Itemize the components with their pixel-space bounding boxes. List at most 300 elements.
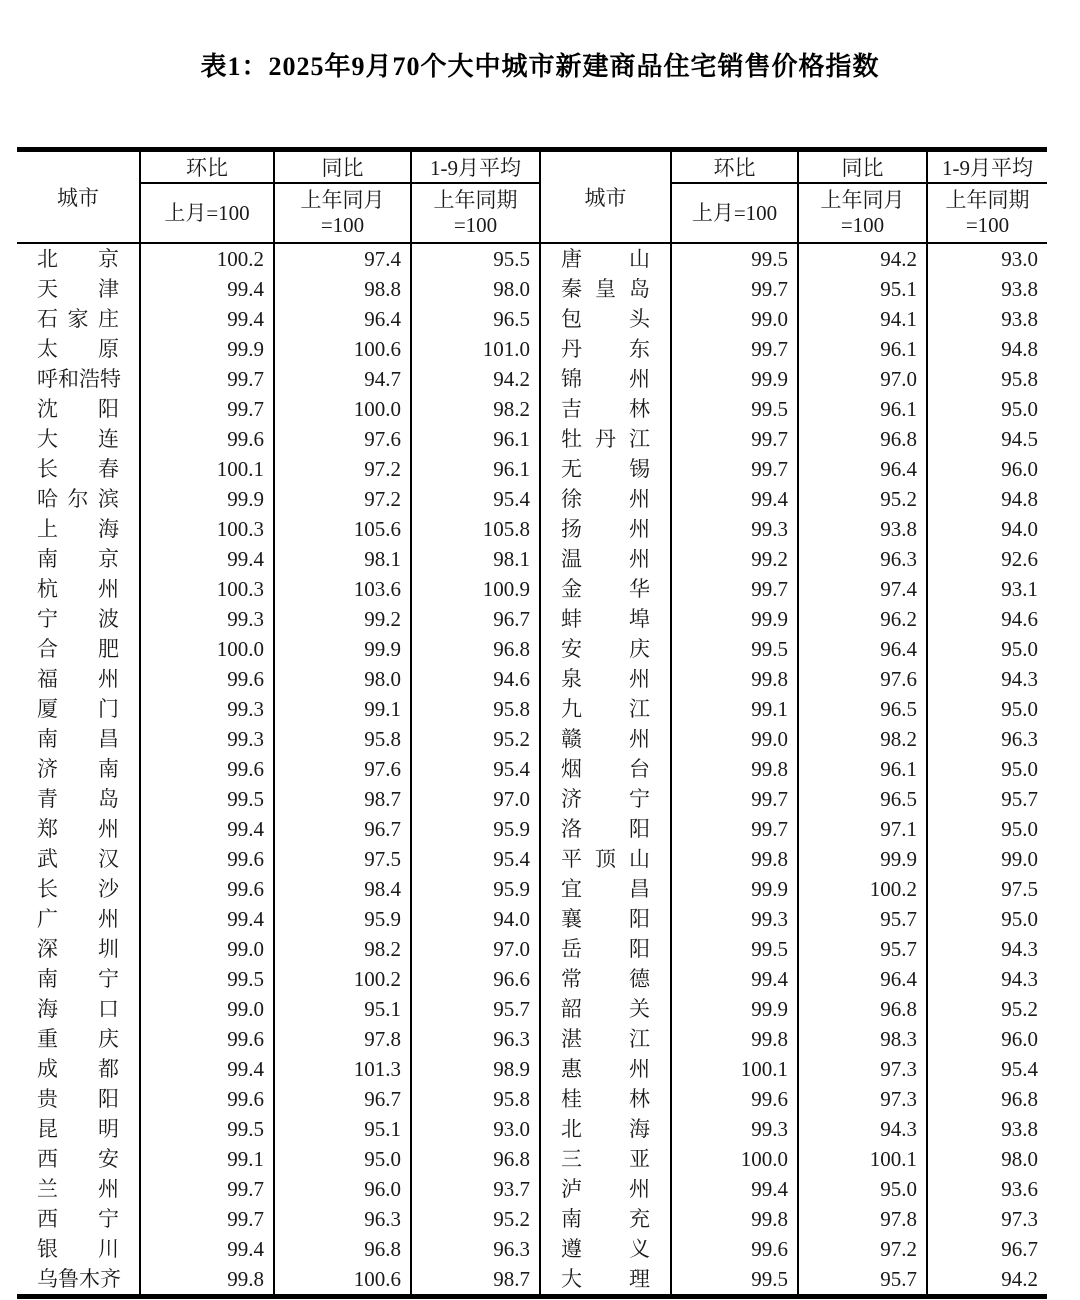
yoy-value-left: 99.2 xyxy=(274,604,411,634)
city-name xyxy=(541,604,670,634)
city-char: 关 xyxy=(629,997,650,1021)
yoy-value-right: 96.4 xyxy=(798,634,927,664)
table-row xyxy=(17,844,1047,874)
header-avg-base-right xyxy=(927,183,1047,243)
city-name xyxy=(17,814,139,844)
city-char: 南 xyxy=(37,727,58,751)
city-char: 九 xyxy=(561,697,582,721)
mom-value-right: 99.8 xyxy=(671,664,798,694)
city-cell-right xyxy=(540,1234,671,1264)
city-name xyxy=(17,274,139,304)
city-char: 州 xyxy=(98,907,119,931)
avg-value-left: 100.9 xyxy=(411,574,540,604)
city-char: 银 xyxy=(37,1237,58,1261)
table-row xyxy=(17,964,1047,994)
mom-value-left: 99.4 xyxy=(140,1234,274,1264)
city-char: 顶 xyxy=(595,847,616,871)
mom-value-left: 99.7 xyxy=(140,394,274,424)
header-yoy-left: 同比 xyxy=(274,150,411,184)
avg-value-right: 96.0 xyxy=(927,454,1047,484)
city-char: 哈 xyxy=(37,487,58,511)
city-char: 头 xyxy=(629,307,650,331)
mom-value-left: 99.6 xyxy=(140,664,274,694)
city-cell-right xyxy=(540,784,671,814)
header-avg-left: 1-9月平均 xyxy=(411,150,540,184)
city-name xyxy=(17,1264,139,1294)
city-char: 春 xyxy=(98,457,119,481)
city-char: 家 xyxy=(67,307,89,331)
table-row xyxy=(17,574,1047,604)
yoy-value-right: 98.2 xyxy=(798,724,927,754)
city-char: 门 xyxy=(98,697,119,721)
avg-value-right: 93.8 xyxy=(927,1114,1047,1144)
yoy-value-right: 97.2 xyxy=(798,1234,927,1264)
mom-value-left: 99.4 xyxy=(140,274,274,304)
mom-value-left: 99.3 xyxy=(140,604,274,634)
mom-value-right: 99.9 xyxy=(671,994,798,1024)
city-char: 理 xyxy=(629,1267,650,1291)
avg-value-left: 96.8 xyxy=(411,634,540,664)
city-char: 山 xyxy=(629,247,650,271)
mom-value-left: 99.5 xyxy=(140,964,274,994)
avg-value-right: 93.1 xyxy=(927,574,1047,604)
table-row xyxy=(17,1114,1047,1144)
table-row xyxy=(17,904,1047,934)
header-avg-base-left xyxy=(411,183,540,243)
city-char: 汉 xyxy=(98,847,119,871)
yoy-value-right: 100.1 xyxy=(798,1144,927,1174)
yoy-value-left: 103.6 xyxy=(274,574,411,604)
city-char: 成 xyxy=(37,1057,58,1081)
yoy-value-left: 97.8 xyxy=(274,1024,411,1054)
yoy-value-left: 97.2 xyxy=(274,454,411,484)
avg-value-right: 96.3 xyxy=(927,724,1047,754)
mom-value-right: 99.7 xyxy=(671,334,798,364)
city-name xyxy=(17,964,139,994)
city-char: 安 xyxy=(98,1147,119,1171)
avg-value-left: 95.9 xyxy=(411,874,540,904)
yoy-value-right: 97.0 xyxy=(798,364,927,394)
table-row xyxy=(17,1264,1047,1297)
city-cell-right xyxy=(540,424,671,454)
city-cell-right xyxy=(540,1264,671,1297)
city-cell-left xyxy=(17,1174,140,1204)
city-cell-left xyxy=(17,1204,140,1234)
header-yoy-base-line1: 上年同月 xyxy=(300,188,385,212)
city-char: 兰 xyxy=(37,1177,58,1201)
table-row xyxy=(17,304,1047,334)
city-char: 岳 xyxy=(561,937,582,961)
yoy-value-right: 97.1 xyxy=(798,814,927,844)
yoy-value-right: 96.1 xyxy=(798,754,927,784)
yoy-value-left: 98.1 xyxy=(274,544,411,574)
header-avg-base-line2: =100 xyxy=(965,213,1010,237)
city-char: 州 xyxy=(629,1057,650,1081)
city-char: 庄 xyxy=(98,307,119,331)
city-char: 洛 xyxy=(561,817,582,841)
city-char: 福 xyxy=(37,667,58,691)
city-cell-right xyxy=(540,364,671,394)
avg-value-left: 93.7 xyxy=(411,1174,540,1204)
city-char: 阳 xyxy=(98,397,119,421)
city-name xyxy=(17,1084,139,1114)
mom-value-right: 99.1 xyxy=(671,694,798,724)
city-char: 林 xyxy=(629,397,650,421)
city-char: 州 xyxy=(629,727,650,751)
city-char: 江 xyxy=(629,697,650,721)
avg-value-left: 98.1 xyxy=(411,544,540,574)
table-row xyxy=(17,784,1047,814)
avg-value-right: 94.3 xyxy=(927,964,1047,994)
table-body xyxy=(17,243,1047,1297)
city-char: 丹 xyxy=(561,337,582,361)
table-row xyxy=(17,274,1047,304)
avg-value-right: 99.0 xyxy=(927,844,1047,874)
yoy-value-left: 95.1 xyxy=(274,1114,411,1144)
avg-value-right: 94.8 xyxy=(927,334,1047,364)
table-row xyxy=(17,1144,1047,1174)
avg-value-left: 95.8 xyxy=(411,694,540,724)
city-char: 深 xyxy=(37,937,58,961)
city-char: 沙 xyxy=(98,877,119,901)
yoy-value-left: 105.6 xyxy=(274,514,411,544)
city-char: 埠 xyxy=(629,607,650,631)
city-cell-left xyxy=(17,1114,140,1144)
mom-value-left: 99.7 xyxy=(140,1174,274,1204)
mom-value-right: 99.4 xyxy=(671,484,798,514)
table-row xyxy=(17,243,1047,274)
city-name xyxy=(17,934,139,964)
city-cell-right xyxy=(540,1144,671,1174)
avg-value-right: 94.8 xyxy=(927,484,1047,514)
avg-value-right: 98.0 xyxy=(927,1144,1047,1174)
city-name xyxy=(541,274,670,304)
yoy-value-left: 95.8 xyxy=(274,724,411,754)
city-char: 川 xyxy=(98,1237,119,1261)
city-cell-left xyxy=(17,814,140,844)
yoy-value-left: 97.4 xyxy=(274,243,411,274)
city-char: 波 xyxy=(98,607,119,631)
city-char: 蚌 xyxy=(561,607,582,631)
city-cell-left xyxy=(17,484,140,514)
city-name xyxy=(541,334,670,364)
city-cell-right xyxy=(540,574,671,604)
yoy-value-left: 98.4 xyxy=(274,874,411,904)
avg-value-left: 95.4 xyxy=(411,754,540,784)
table-title: 表1：2025年9月70个大中城市新建商品住宅销售价格指数 xyxy=(200,52,880,81)
city-char: 亚 xyxy=(629,1147,650,1171)
city-char: 宁 xyxy=(98,967,119,991)
city-name xyxy=(17,454,139,484)
city-name xyxy=(541,1144,670,1174)
header-mom-base-right: 上月=100 xyxy=(671,183,798,243)
table-row xyxy=(17,754,1047,784)
table-row xyxy=(17,334,1047,364)
mom-value-right: 99.5 xyxy=(671,394,798,424)
avg-value-right: 94.3 xyxy=(927,664,1047,694)
mom-value-right: 99.0 xyxy=(671,724,798,754)
avg-value-right: 95.4 xyxy=(927,1054,1047,1084)
city-cell-right xyxy=(540,1024,671,1054)
mom-value-right: 99.5 xyxy=(671,243,798,274)
city-char: 木 xyxy=(79,1267,100,1291)
city-char: 阳 xyxy=(629,937,650,961)
yoy-value-right: 96.1 xyxy=(798,334,927,364)
yoy-value-right: 96.8 xyxy=(798,424,927,454)
price-index-table xyxy=(17,147,1047,1299)
city-char: 贵 xyxy=(37,1087,58,1111)
mom-value-left: 99.8 xyxy=(140,1264,274,1297)
city-cell-left xyxy=(17,364,140,394)
yoy-value-right: 95.7 xyxy=(798,934,927,964)
city-cell-right xyxy=(540,544,671,574)
city-char: 台 xyxy=(629,757,650,781)
city-name xyxy=(541,634,670,664)
city-char: 桂 xyxy=(561,1087,582,1111)
yoy-value-left: 95.0 xyxy=(274,1144,411,1174)
table-row xyxy=(17,1234,1047,1264)
yoy-value-left: 94.7 xyxy=(274,364,411,394)
city-char: 金 xyxy=(561,577,582,601)
city-char: 州 xyxy=(629,367,650,391)
yoy-value-left: 97.6 xyxy=(274,424,411,454)
city-cell-right xyxy=(540,1204,671,1234)
mom-value-left: 99.9 xyxy=(140,484,274,514)
mom-value-right: 99.6 xyxy=(671,1234,798,1264)
mom-value-left: 99.4 xyxy=(140,304,274,334)
yoy-value-right: 97.3 xyxy=(798,1054,927,1084)
avg-value-left: 95.5 xyxy=(411,243,540,274)
yoy-value-right: 94.3 xyxy=(798,1114,927,1144)
city-cell-right xyxy=(540,664,671,694)
mom-value-left: 99.6 xyxy=(140,874,274,904)
avg-value-left: 98.0 xyxy=(411,274,540,304)
city-char: 州 xyxy=(98,577,119,601)
city-name xyxy=(17,1234,139,1264)
yoy-value-right: 96.5 xyxy=(798,694,927,724)
city-char: 连 xyxy=(98,427,119,451)
table-row xyxy=(17,604,1047,634)
city-cell-left xyxy=(17,1234,140,1264)
city-char: 石 xyxy=(37,307,58,331)
mom-value-left: 99.3 xyxy=(140,724,274,754)
avg-value-left: 95.7 xyxy=(411,994,540,1024)
city-char: 惠 xyxy=(561,1057,582,1081)
avg-value-left: 94.0 xyxy=(411,904,540,934)
avg-value-right: 94.6 xyxy=(927,604,1047,634)
mom-value-right: 99.8 xyxy=(671,754,798,784)
city-cell-left xyxy=(17,424,140,454)
mom-value-left: 99.4 xyxy=(140,1054,274,1084)
city-name xyxy=(17,1114,139,1144)
avg-value-left: 94.6 xyxy=(411,664,540,694)
mom-value-right: 99.0 xyxy=(671,304,798,334)
city-name xyxy=(17,544,139,574)
yoy-value-right: 93.8 xyxy=(798,514,927,544)
city-cell-left xyxy=(17,664,140,694)
avg-value-left: 95.9 xyxy=(411,814,540,844)
city-char: 圳 xyxy=(98,937,119,961)
avg-value-left: 95.4 xyxy=(411,484,540,514)
city-name xyxy=(17,844,139,874)
mom-value-right: 99.7 xyxy=(671,424,798,454)
city-cell-right xyxy=(540,484,671,514)
city-name xyxy=(541,664,670,694)
mom-value-left: 99.4 xyxy=(140,814,274,844)
mom-value-right: 99.4 xyxy=(671,964,798,994)
city-char: 昌 xyxy=(98,727,119,751)
city-char: 德 xyxy=(629,967,650,991)
city-name xyxy=(541,514,670,544)
avg-value-right: 97.5 xyxy=(927,874,1047,904)
header-yoy-base-line2: =100 xyxy=(320,213,365,237)
city-name xyxy=(541,724,670,754)
city-char: 吉 xyxy=(561,397,582,421)
table-header xyxy=(17,150,1047,244)
yoy-value-left: 100.6 xyxy=(274,1264,411,1297)
city-char: 济 xyxy=(561,787,582,811)
header-city-left: 城市 xyxy=(17,150,140,244)
mom-value-right: 99.9 xyxy=(671,604,798,634)
yoy-value-right: 97.4 xyxy=(798,574,927,604)
city-cell-left xyxy=(17,1084,140,1114)
mom-value-left: 100.3 xyxy=(140,514,274,544)
yoy-value-right: 96.2 xyxy=(798,604,927,634)
city-char: 阳 xyxy=(629,817,650,841)
city-char: 唐 xyxy=(561,247,582,271)
avg-value-right: 96.7 xyxy=(927,1234,1047,1264)
mom-value-right: 99.8 xyxy=(671,1204,798,1234)
city-char: 昆 xyxy=(37,1117,58,1141)
city-char: 北 xyxy=(37,247,58,271)
city-char: 太 xyxy=(37,337,58,361)
city-char: 徐 xyxy=(561,487,582,511)
city-char: 京 xyxy=(98,547,119,571)
avg-value-left: 96.6 xyxy=(411,964,540,994)
city-name xyxy=(541,424,670,454)
avg-value-left: 98.2 xyxy=(411,394,540,424)
city-name xyxy=(541,1084,670,1114)
city-cell-right xyxy=(540,243,671,274)
city-char: 原 xyxy=(98,337,119,361)
city-char: 江 xyxy=(629,1027,650,1051)
yoy-value-right: 96.4 xyxy=(798,454,927,484)
city-char: 岛 xyxy=(629,277,650,301)
city-name xyxy=(541,964,670,994)
yoy-value-left: 97.2 xyxy=(274,484,411,514)
city-cell-left xyxy=(17,544,140,574)
mom-value-left: 99.5 xyxy=(140,1114,274,1144)
city-char: 合 xyxy=(37,637,58,661)
city-char: 州 xyxy=(629,1177,650,1201)
city-char: 丹 xyxy=(595,427,616,451)
avg-value-right: 95.7 xyxy=(927,784,1047,814)
mom-value-left: 99.7 xyxy=(140,364,274,394)
avg-value-right: 97.3 xyxy=(927,1204,1047,1234)
city-cell-right xyxy=(540,274,671,304)
city-cell-left xyxy=(17,274,140,304)
city-char: 锦 xyxy=(561,367,582,391)
city-char: 庆 xyxy=(98,1027,119,1051)
city-char: 华 xyxy=(629,577,650,601)
avg-value-left: 96.8 xyxy=(411,1144,540,1174)
city-char: 宜 xyxy=(561,877,582,901)
yoy-value-left: 95.9 xyxy=(274,904,411,934)
city-cell-left xyxy=(17,574,140,604)
city-char: 泉 xyxy=(561,667,582,691)
avg-value-right: 95.0 xyxy=(927,694,1047,724)
city-char: 无 xyxy=(561,457,582,481)
city-cell-left xyxy=(17,334,140,364)
yoy-value-left: 96.0 xyxy=(274,1174,411,1204)
yoy-value-right: 96.5 xyxy=(798,784,927,814)
mom-value-left: 100.1 xyxy=(140,454,274,484)
yoy-value-right: 97.3 xyxy=(798,1084,927,1114)
city-name xyxy=(541,1114,670,1144)
city-char: 韶 xyxy=(561,997,582,1021)
mom-value-left: 99.4 xyxy=(140,544,274,574)
city-cell-right xyxy=(540,754,671,784)
city-char: 和 xyxy=(58,367,79,391)
yoy-value-right: 96.8 xyxy=(798,994,927,1024)
yoy-value-left: 95.1 xyxy=(274,994,411,1024)
avg-value-right: 95.0 xyxy=(927,754,1047,784)
yoy-value-right: 98.3 xyxy=(798,1024,927,1054)
mom-value-right: 99.5 xyxy=(671,1264,798,1297)
avg-value-right: 92.6 xyxy=(927,544,1047,574)
mom-value-right: 99.5 xyxy=(671,934,798,964)
table-row xyxy=(17,1174,1047,1204)
city-cell-left xyxy=(17,724,140,754)
avg-value-left: 96.3 xyxy=(411,1234,540,1264)
header-city-right: 城市 xyxy=(540,150,671,244)
yoy-value-left: 98.7 xyxy=(274,784,411,814)
city-char: 温 xyxy=(561,547,582,571)
city-name xyxy=(541,1174,670,1204)
city-char: 秦 xyxy=(561,277,582,301)
avg-value-right: 94.5 xyxy=(927,424,1047,454)
city-char: 郑 xyxy=(37,817,58,841)
city-name xyxy=(17,484,139,514)
city-char: 阳 xyxy=(629,907,650,931)
yoy-value-left: 98.0 xyxy=(274,664,411,694)
city-char: 呼 xyxy=(37,367,58,391)
city-char: 泸 xyxy=(561,1177,582,1201)
city-name xyxy=(17,514,139,544)
city-char: 宁 xyxy=(98,1207,119,1231)
avg-value-left: 105.8 xyxy=(411,514,540,544)
mom-value-left: 99.9 xyxy=(140,334,274,364)
header-mom-left: 环比 xyxy=(140,150,274,184)
city-char: 州 xyxy=(98,667,119,691)
header-mom-right: 环比 xyxy=(671,150,798,184)
city-char: 州 xyxy=(98,817,119,841)
city-char: 南 xyxy=(561,1207,582,1231)
avg-value-left: 96.7 xyxy=(411,604,540,634)
city-char: 宁 xyxy=(629,787,650,811)
mom-value-left: 99.6 xyxy=(140,424,274,454)
avg-value-right: 93.6 xyxy=(927,1174,1047,1204)
mom-value-left: 99.6 xyxy=(140,844,274,874)
city-cell-left xyxy=(17,604,140,634)
avg-value-left: 95.2 xyxy=(411,724,540,754)
city-name xyxy=(541,754,670,784)
city-cell-right xyxy=(540,454,671,484)
city-char: 长 xyxy=(37,457,58,481)
city-cell-right xyxy=(540,994,671,1024)
city-cell-right xyxy=(540,1174,671,1204)
yoy-value-right: 96.1 xyxy=(798,394,927,424)
